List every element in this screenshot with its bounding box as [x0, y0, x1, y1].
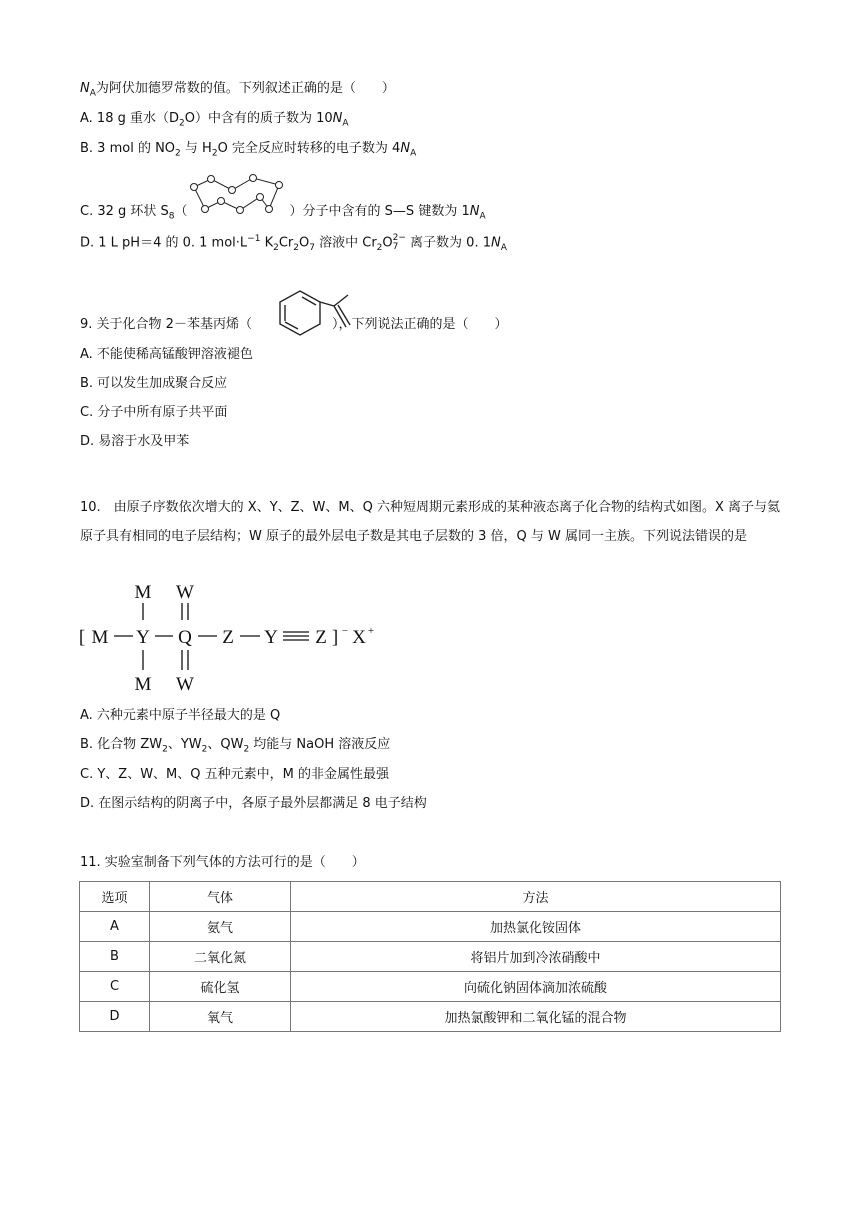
struct-bottom-m: M — [134, 674, 152, 695]
struct-m-left: M — [91, 627, 109, 648]
struct-q: Q — [178, 627, 192, 648]
table-cell: 氧气 — [150, 1002, 291, 1032]
s8-ring-structure — [185, 165, 287, 217]
q9-option-c: C. 分子中所有原子共平面 — [80, 405, 228, 420]
table-header-row — [80, 882, 781, 912]
q9-option-a: A. 不能使稀高锰酸钾溶液褪色 — [80, 347, 253, 362]
table-header-cell: 气体 — [150, 882, 291, 912]
q11-options-table — [79, 881, 781, 1032]
table-row — [80, 1002, 781, 1032]
struct-z2: Z — [315, 627, 327, 648]
table-row — [80, 942, 781, 972]
na-symbol: N — [80, 81, 90, 96]
table-cell: D — [80, 1002, 150, 1032]
struct-bracket-close: ] — [331, 627, 339, 648]
q8-option-d: D. 1 L pH＝4 的 0. 1 $mol\cdot L^{-1}$ $K_2Cr_2O_7$ 溶液中 $Cr_2O$ 2− 7 离子数为 0. $1N_A$ — [80, 233, 507, 254]
q8-stem — [80, 80, 395, 98]
q10-option-d: D. 在图示结构的阴离子中，各原子最外层都满足 8 电子结构 — [80, 796, 427, 811]
q9-option-d: D. 易溶于水及甲苯 — [80, 434, 190, 449]
q9-stem-pre: 9. 关于化合物 2－苯基丙烯（ — [80, 317, 252, 332]
table-cell: 硫化氢 — [150, 972, 291, 1002]
q8-option-a: A. 18 g 重水$(D_2O)$中含有的质子数为 $10N_A$ — [80, 111, 349, 129]
table-cell: 加热氯化铵固体 — [291, 912, 781, 942]
na-subscript: A — [89, 88, 96, 99]
table-cell: A — [80, 912, 150, 942]
table-cell: 将铝片加到冷浓硝酸中 — [291, 942, 781, 972]
table-row — [80, 912, 781, 942]
table-header-cell: 方法 — [291, 882, 781, 912]
q8-stem-text: 为阿伏加德罗常数的值。下列叙述正确的是（ ） — [95, 81, 395, 96]
q9-stem-post: ），下列说法正确的是（ ） — [331, 317, 508, 332]
struct-z1: Z — [222, 627, 234, 648]
phenylpropene-structure — [270, 287, 352, 343]
q11-stem: 11. 实验室制备下列气体的方法可行的是（ ） — [80, 855, 365, 870]
table-row — [80, 972, 781, 1002]
table-cell: 向硫化钠固体滴加浓硫酸 — [291, 972, 781, 1002]
q10-option-a: A. 六种元素中原子半径最大的是 Q — [80, 708, 281, 723]
q8-option-b: B. 3 mol 的 $NO_2$ 与 $H_2O$ 完全反应时转移的电子数为 $4N_A$ — [80, 141, 417, 159]
struct-bottom-w: W — [176, 674, 194, 695]
struct-x: X — [352, 627, 366, 648]
ionic-structure-diagram — [75, 578, 375, 698]
table-cell: 二氧化氮 — [150, 942, 291, 972]
table-header-cell: 选项 — [80, 882, 150, 912]
q10-option-b: B. 化合物 $ZW_2$、$YW_2$、$QW_2$ 均能与 NaOH 溶液反应 — [80, 737, 391, 755]
table-cell: B — [80, 942, 150, 972]
struct-bracket-open: [ — [78, 627, 86, 648]
struct-y2: Y — [264, 627, 278, 648]
table-cell: C — [80, 972, 150, 1002]
q9-option-b: B. 可以发生加成聚合反应 — [80, 376, 228, 391]
struct-top-w: W — [176, 582, 194, 603]
table-cell: 加热氯酸钾和二氧化锰的混合物 — [291, 1002, 781, 1032]
struct-y1: Y — [136, 627, 150, 648]
q8-option-c: C. 32 g 环状 $S_8$（ ）分子中含有的 S—S 键数为 $1N_A$ — [80, 204, 486, 222]
table-cell: 氨气 — [150, 912, 291, 942]
struct-plus: + — [367, 625, 375, 637]
struct-top-m: M — [134, 582, 152, 603]
q10-stem: 10. 由原子序数依次增大的 X、Y、Z、W、M、Q 六种短周期元素形成的某种液态离子化合物的结构式如图。X 离子与氦原子具有相同的电子层结构；W 原子的最外层电子数是其电子层数的 3 倍，Q 与 W 属同一主族。下列说法错误的是 — [80, 500, 781, 544]
q10-option-c: C. Y、Z、W、M、Q 五种元素中，M 的非金属性最强 — [80, 767, 389, 782]
struct-minus: − — [341, 625, 349, 637]
